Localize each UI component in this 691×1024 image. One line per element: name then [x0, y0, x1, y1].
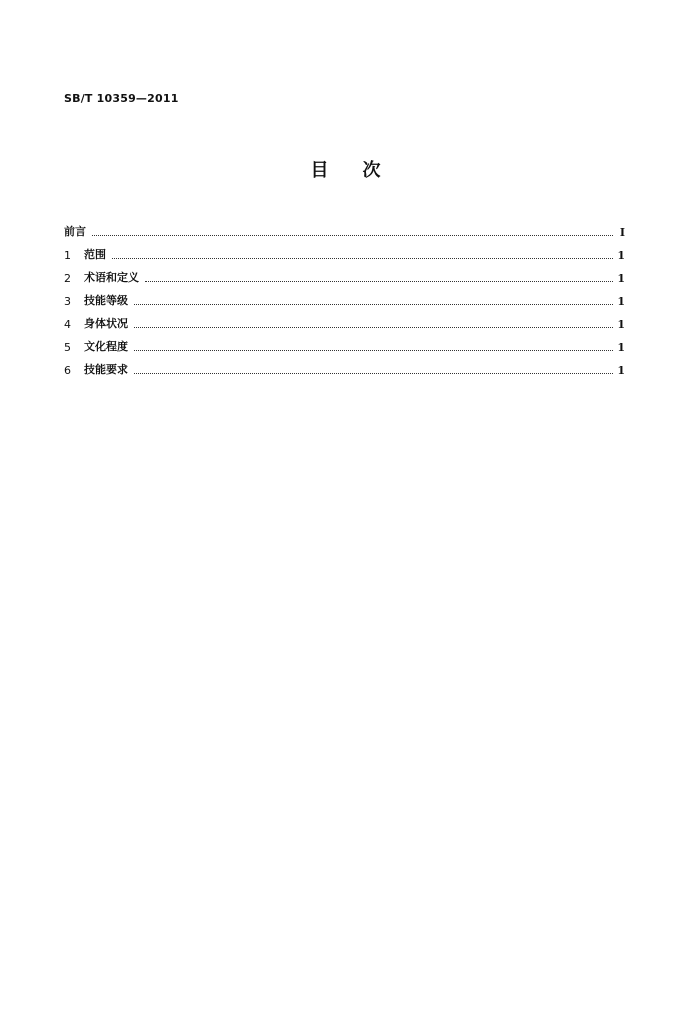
toc-entry-number: 3: [64, 295, 71, 308]
toc-entry-skill-levels[interactable]: [64, 285, 625, 308]
toc-entry-physical-condition[interactable]: [64, 308, 625, 331]
toc-entry-terms[interactable]: [64, 262, 625, 285]
toc-leader-dots: [134, 304, 613, 305]
toc-entry-label: 文化程度: [84, 340, 128, 353]
toc-entry-number: 5: [64, 341, 71, 354]
table-of-contents: [64, 216, 625, 377]
toc-entry-skill-requirements[interactable]: [64, 354, 625, 377]
toc-entry-number: 2: [64, 272, 71, 285]
toc-entry-page: 1: [617, 341, 625, 354]
toc-entry-number: 1: [64, 249, 71, 262]
toc-entry-label: 术语和定义: [84, 271, 139, 284]
toc-entry-page: 1: [617, 318, 625, 331]
toc-leader-dots: [145, 281, 613, 282]
toc-entry-education[interactable]: [64, 331, 625, 354]
toc-entry-label: 技能等级: [84, 294, 128, 307]
toc-entry-label: 前言: [64, 225, 86, 238]
toc-entry-page: 1: [617, 272, 625, 285]
toc-entry-label: 范围: [84, 248, 106, 261]
toc-entry-scope[interactable]: [64, 239, 625, 262]
toc-leader-dots: [112, 258, 613, 259]
toc-leader-dots: [92, 235, 613, 236]
toc-entry-page: 1: [617, 364, 625, 377]
toc-entry-page: 1: [617, 249, 625, 262]
toc-entry-number: 4: [64, 318, 71, 331]
toc-entry-label: 技能要求: [84, 363, 128, 376]
toc-leader-dots: [134, 373, 613, 374]
toc-entry-label: 身体状况: [84, 317, 128, 330]
toc-entry-page: 1: [617, 295, 625, 308]
toc-leader-dots: [134, 350, 613, 351]
toc-entry-page: Ⅰ: [619, 226, 625, 239]
toc-title: 目次: [310, 160, 415, 181]
toc-entry-foreword[interactable]: [64, 216, 625, 239]
toc-entry-number: 6: [64, 364, 71, 377]
standard-code: SB/T 10359—2011: [64, 92, 179, 105]
toc-leader-dots: [134, 327, 613, 328]
